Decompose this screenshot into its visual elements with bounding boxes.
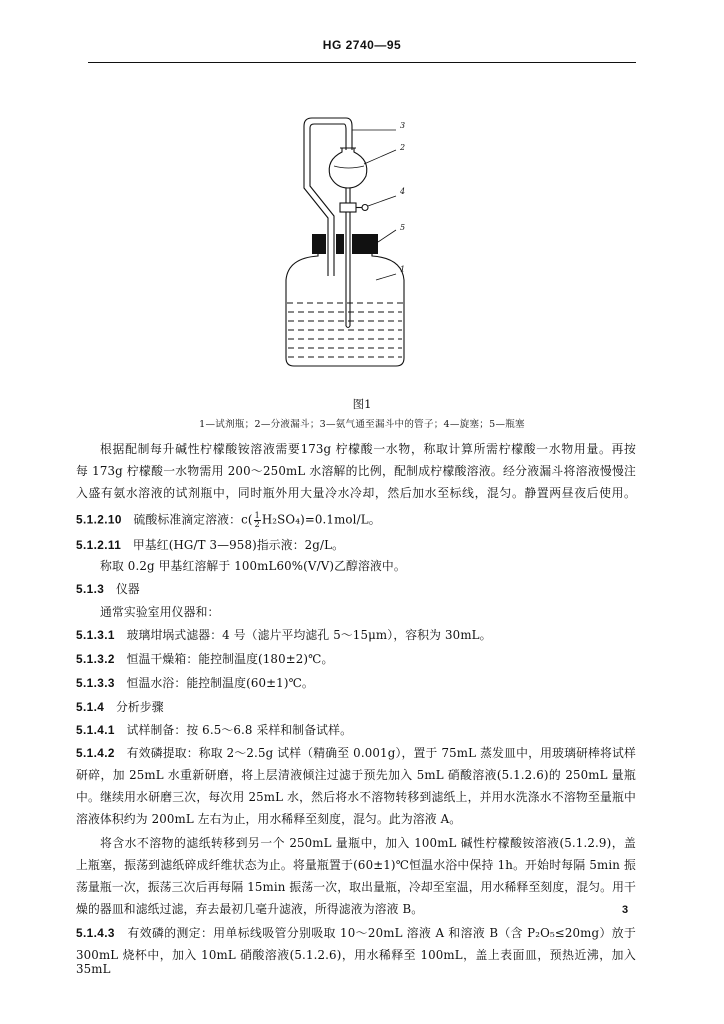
clause-text: H₂SO₄)=0.1mol/L。 — [261, 512, 381, 527]
clause-5-1-4-2 — [76, 746, 636, 760]
clause-number: 5.1.4.2 — [76, 746, 115, 760]
clause-text: 玻璃坩埚式滤器：4 号（滤片平均滤孔 5～15μm），容积为 30mL。 — [126, 628, 492, 642]
apparatus-figure — [260, 108, 460, 380]
figure-title: 图1 — [352, 397, 372, 411]
paragraph-line: 燥的器皿和滤纸过滤，弃去最初几毫升滤液，所得滤液为溶液 B。 — [76, 902, 424, 916]
clause-number: 5.1.3 — [76, 582, 105, 596]
clause-number: 5.1.3.1 — [76, 628, 115, 642]
callout-2: 2 — [400, 143, 406, 152]
paragraph-line: 荡量瓶一次，振荡三次后再每隔 15min 振荡一次，取出量瓶，冷却至室温，用水稀释至刻度，混匀。用干 — [76, 880, 636, 894]
clause-text: 甲基红(HG/T 3—958)指示液：2g/L。 — [132, 538, 345, 552]
paragraph-line: 中。继续用水研磨三次，每次用 25mL 水，然后将水不溶物转移到滤纸上，并用水洗涤水不溶物至量瓶中 — [76, 790, 636, 804]
clause-number: 5.1.4 — [76, 700, 105, 714]
clause-5-1-3-2 — [76, 652, 636, 666]
callout-1: 1 — [400, 265, 406, 274]
clause-detail: 称取 0.2g 甲基红溶解于 100mL60%(V/V)乙醇溶液中。 — [100, 559, 406, 573]
clause-5-1-4-1 — [76, 723, 636, 737]
page-number: 3 — [622, 904, 629, 916]
clause-number: 5.1.3.2 — [76, 652, 115, 666]
clause-number: 5.1.3.3 — [76, 676, 115, 690]
figure-caption: 1—试剂瓶；2—分液漏斗；3—氨气通至漏斗中的管子；4—旋塞；5—瓶塞 — [199, 419, 525, 430]
clause-5-1-2-10 — [76, 512, 636, 529]
clause-5-1-4 — [76, 700, 636, 714]
clause-text: 有效磷提取：称取 2～2.5g 试样（精确至 0.001g），置于 75mL 蒸发皿中，用玻璃研棒将试样 — [126, 746, 637, 760]
clause-number: 5.1.2.11 — [76, 538, 122, 552]
clause-5-1-3 — [76, 582, 636, 596]
header-rule — [88, 62, 636, 63]
paragraph-line: 上瓶塞，振荡到滤纸碎成纤维状态为止。将量瓶置于(60±1)℃恒温水浴中保持 1h。开始时每隔 5min 振 — [76, 858, 636, 872]
clause-text: 恒温水浴：能控制温度(60±1)℃。 — [126, 676, 314, 690]
clause-number: 5.1.4.1 — [76, 723, 115, 737]
paragraph-line: 研碎，加 25mL 水重新研磨，将上层清液倾注过滤于预先加入 5mL 硝酸溶液(5.1.2.6)的 250mL 量瓶 — [76, 768, 636, 782]
callout-4: 4 — [400, 187, 406, 196]
fraction: $\frac{1}{2}$ — [254, 511, 260, 529]
clause-intro: 通常实验室用仪器和： — [100, 605, 220, 619]
clause-text: 恒温干燥箱：能控制温度(180±2)℃。 — [126, 652, 334, 666]
clause-number: 5.1.2.10 — [76, 512, 122, 527]
callout-3: 3 — [400, 121, 406, 130]
clause-5-1-2-11 — [76, 538, 636, 552]
clause-5-1-4-3 — [76, 926, 636, 940]
standard-code-header: HG 2740—95 — [322, 38, 402, 52]
clause-text: 分析步骤 — [115, 700, 164, 714]
clause-5-1-3-1 — [76, 628, 636, 642]
callout-5: 5 — [400, 223, 406, 232]
clause-number: 5.1.4.3 — [76, 926, 115, 940]
paragraph-line: 入盛有氨水溶液的试剂瓶中，同时瓶外用大量冷水冷却，然后加水至标线，混匀。静置两昼夜后使用。 — [76, 486, 636, 500]
stopcock — [340, 203, 356, 212]
reagent-bottle — [286, 238, 404, 366]
paragraph-line: 溶液体积约为 200mL 左右为止，用水稀释至刻度，混匀。此为溶液 A。 — [76, 812, 462, 826]
clause-text: 试样制备：按 6.5～6.8 采样和制备试样。 — [126, 723, 353, 737]
clause-text: 硫酸标准滴定溶液：c( — [133, 512, 253, 527]
paragraph-line: 将含水不溶物的滤纸转移到另一个 250mL 量瓶中，加入 100mL 碱性柠檬酸铵溶液(5.1.2.9)，盖 — [100, 836, 636, 850]
paragraph-line: 300mL 烧杯中，加入 10mL 硝酸溶液(5.1.2.6)，用水稀释至 100mL，盖上表面皿，预热近沸，加入 35mL — [76, 948, 636, 976]
clause-5-1-3-3 — [76, 676, 636, 690]
paragraph-line: 根据配制每升碱性柠檬酸铵溶液需要173g 柠檬酸一水物，称取计算所需柠檬酸一水物用量。再按 — [100, 442, 636, 456]
clause-text: 仪器 — [115, 582, 140, 596]
paragraph-line: 每 173g 柠檬酸一水物需用 200～250mL 水溶解的比例，配制成柠檬酸溶液。经分液漏斗将溶液慢慢注 — [76, 464, 636, 478]
clause-text: 有效磷的测定：用单标线吸管分别吸取 10～20mL 溶液 A 和溶液 B（含 P₂O₅≤20mg）放于 — [127, 926, 636, 940]
